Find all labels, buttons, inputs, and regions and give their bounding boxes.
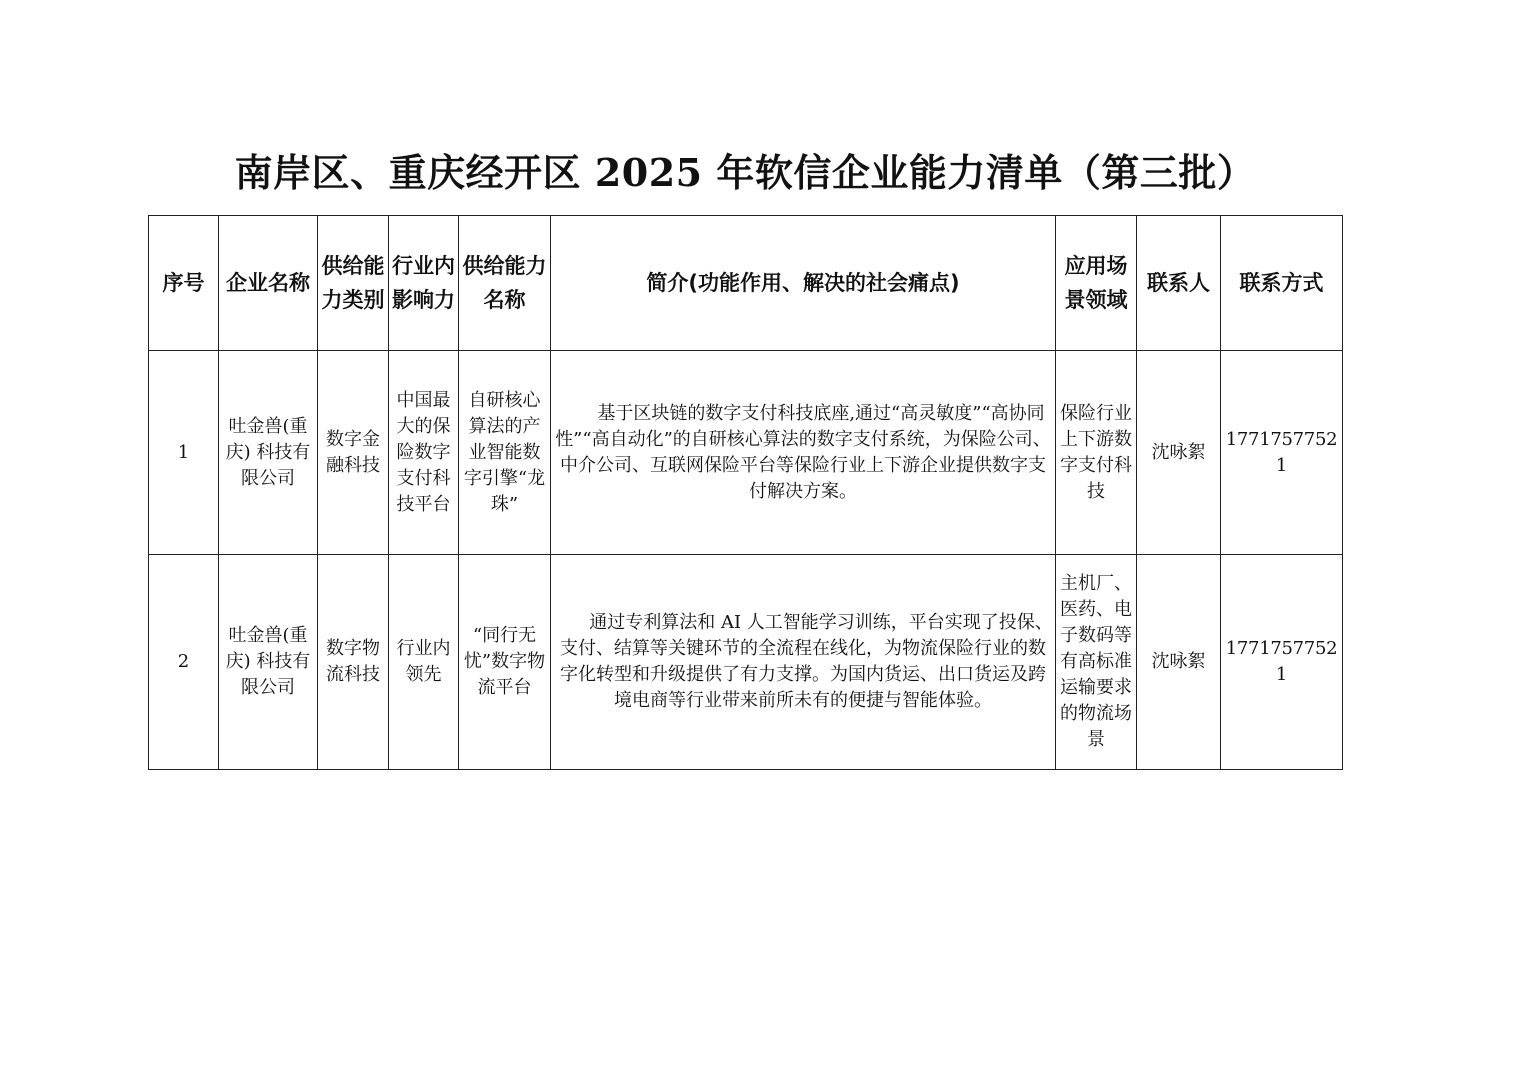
cell-seq: 1 <box>149 351 219 555</box>
cell-scenario: 保险行业上下游数字支付科技 <box>1056 351 1137 555</box>
cell-category: 数字金融科技 <box>318 351 389 555</box>
cell-phone: 17717577521 <box>1221 351 1343 555</box>
cell-influence: 中国最大的保险数字支付科技平台 <box>389 351 459 555</box>
cell-company: 吐金兽(重庆) 科技有限公司 <box>219 351 318 555</box>
cell-seq: 2 <box>149 555 219 770</box>
cell-capability: 自研核心算法的产业智能数字引擎“龙珠” <box>459 351 551 555</box>
header-contact: 联系人 <box>1137 216 1221 351</box>
cell-company: 吐金兽(重庆) 科技有限公司 <box>219 555 318 770</box>
cell-phone: 17717577521 <box>1221 555 1343 770</box>
cell-category: 数字物流科技 <box>318 555 389 770</box>
table-header-row <box>149 216 1343 351</box>
header-phone: 联系方式 <box>1221 216 1343 351</box>
header-category: 供给能力类别 <box>318 216 389 351</box>
document-title: 南岸区、重庆经开区 2025 年软信企业能力清单（第三批） <box>234 150 1256 195</box>
cell-intro: 通过专利算法和 AI 人工智能学习训练，平台实现了投保、支付、结算等关键环节的全流程在线化，为物流保险行业的数字化转型和升级提供了有力支撑。为国内货运、出口货运及跨境电商等行业带来前所未有的便捷与智能体验。 <box>551 555 1056 770</box>
cell-contact: 沈咏絮 <box>1137 555 1221 770</box>
cell-contact: 沈咏絮 <box>1137 351 1221 555</box>
cell-capability: “同行无忧”数字物流平台 <box>459 555 551 770</box>
header-company: 企业名称 <box>219 216 318 351</box>
header-influence: 行业内影响力 <box>389 216 459 351</box>
table-row <box>149 351 1343 555</box>
cell-influence: 行业内领先 <box>389 555 459 770</box>
cell-scenario: 主机厂、医药、电子数码等有高标准运输要求的物流场景 <box>1056 555 1137 770</box>
cell-intro: 基于区块链的数字支付科技底座,通过“高灵敏度”“高协同性”“高自动化”的自研核心算法的数字支付系统，为保险公司、中介公司、互联网保险平台等保险行业上下游企业提供数字支付解决方案。 <box>551 351 1056 555</box>
table-row <box>149 555 1343 770</box>
header-capability: 供给能力名称 <box>459 216 551 351</box>
header-seq: 序号 <box>149 216 219 351</box>
header-scenario: 应用场景领域 <box>1056 216 1137 351</box>
header-intro: 简介(功能作用、解决的社会痛点) <box>551 216 1056 351</box>
capability-table <box>148 215 1343 770</box>
